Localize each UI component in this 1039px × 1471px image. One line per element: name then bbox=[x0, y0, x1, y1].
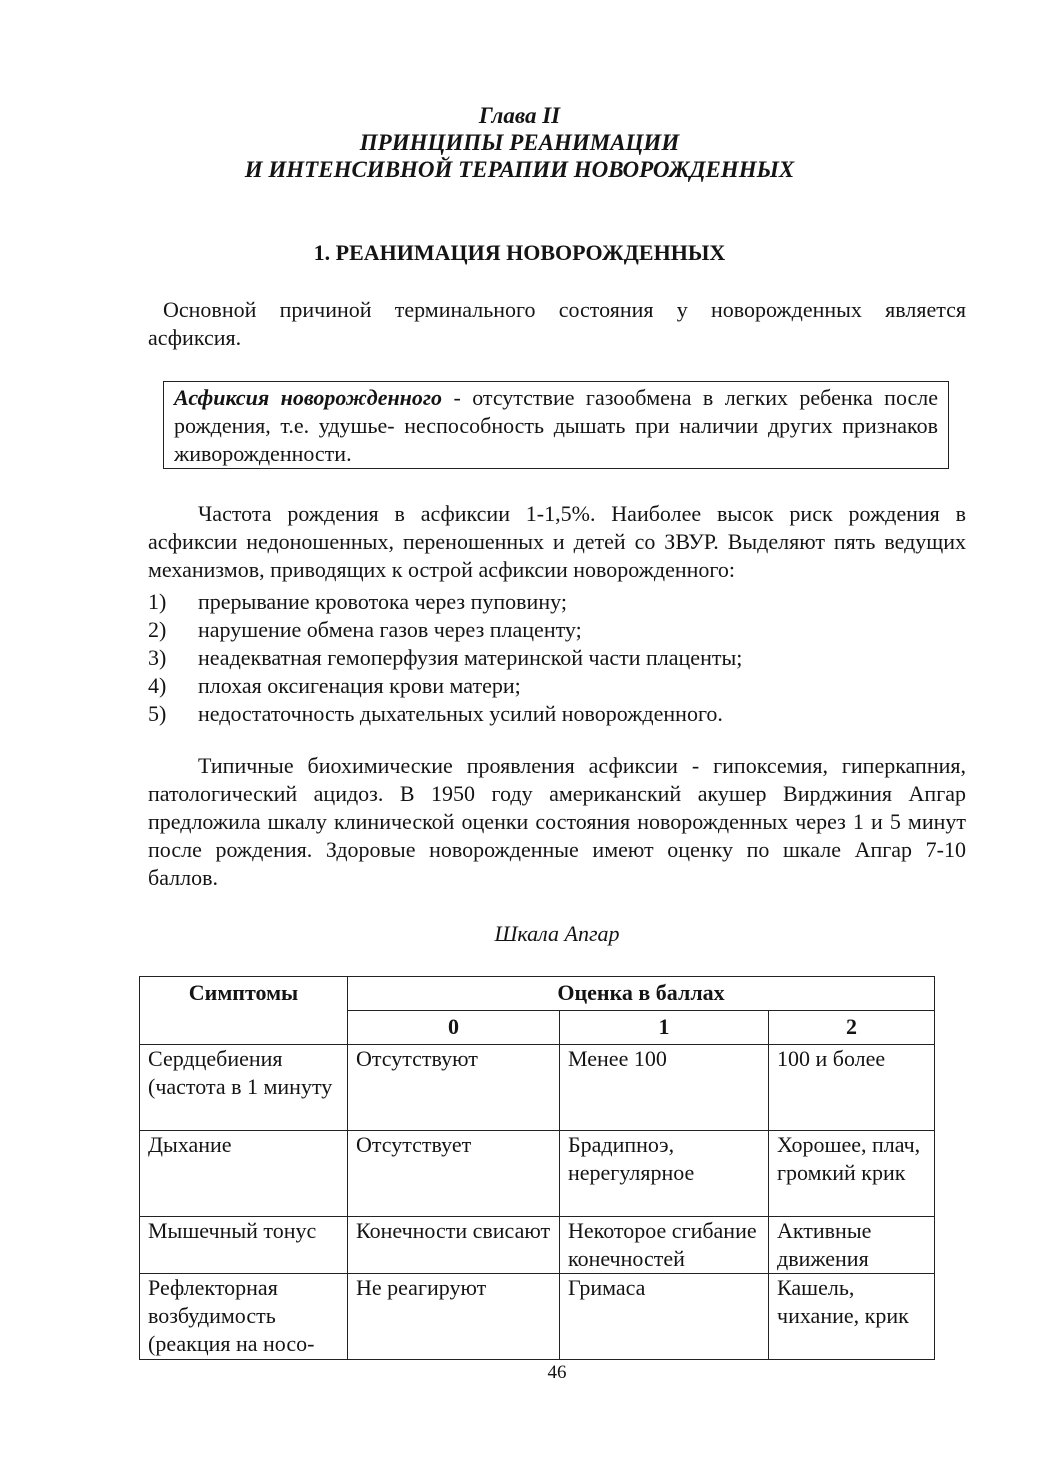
score2-cell: Активные движения bbox=[769, 1217, 935, 1274]
symptom-cell: Рефлекторная возбудимость (реакция на носо- bbox=[140, 1274, 348, 1360]
paragraph-frequency: Частота рождения в асфиксии 1-1,5%. Наиболее высок риск рождения в асфиксии недоношенных, переношенных и детей со ЗВУР. Выделяют пять ведущих механизмов, приводящих к острой асфиксии новорожденного: bbox=[148, 501, 966, 582]
score0-cell: Конечности свисают bbox=[348, 1217, 560, 1274]
score1-cell: Гримаса bbox=[560, 1274, 769, 1360]
section-title: 1. РЕАНИМАЦИЯ НОВОРОЖДЕННЫХ bbox=[313, 240, 726, 265]
list-text: плохая оксигенация крови матери; bbox=[198, 673, 521, 698]
chapter-title-line2: И ИНТЕНСИВНОЙ ТЕРАПИИ НОВОРОЖДЕННЫХ bbox=[244, 157, 795, 182]
list-number: 5) bbox=[148, 701, 167, 726]
list-number: 1) bbox=[148, 589, 167, 614]
intro-line2: асфиксия. bbox=[148, 325, 242, 350]
score0-cell: Не реагируют bbox=[348, 1274, 560, 1360]
list-item bbox=[148, 672, 968, 700]
table-row bbox=[140, 1045, 935, 1131]
score2-cell: Хорошее, плач, громкий крик bbox=[769, 1131, 935, 1217]
score2-cell: Кашель, чихание, крик bbox=[769, 1274, 935, 1360]
table-caption: Шкала Апгар bbox=[494, 921, 620, 946]
list-number: 2) bbox=[148, 617, 167, 642]
score2-cell: 100 и более bbox=[769, 1045, 935, 1131]
list-item bbox=[148, 700, 968, 728]
paragraph-biochemistry: Типичные биохимические проявления асфиксии - гипоксемия, гиперкапния, патологический ацидоз. В 1950 году американский акушер Вирджиния Апгар предложила шкалу клинической оценки состояния новорожденных через 1 и 5 минут после рождения. Здоровые новорожденные имеют оценку по шкале Апгар 7-10 баллов. bbox=[148, 753, 966, 890]
symptom-cell: Мышечный тонус bbox=[140, 1217, 348, 1274]
list-item bbox=[148, 644, 968, 672]
chapter-number: Глава II bbox=[478, 103, 561, 128]
table-row bbox=[140, 1274, 935, 1360]
score1-cell: Брадипноэ, нерегулярное bbox=[560, 1131, 769, 1217]
definition-box bbox=[163, 381, 949, 469]
intro-line1: Основной причиной терминального состояния у новорожденных является bbox=[163, 297, 966, 322]
definition-text: - отсутствие газообмена в легких ребенка после рождения, т.е. удушье- неспособность дышать при наличии других признаков живорожденности. bbox=[174, 385, 938, 466]
symptom-cell: Дыхание bbox=[140, 1131, 348, 1217]
score-1: 1 bbox=[560, 1011, 769, 1045]
score1-cell: Некоторое сгибание конечностей bbox=[560, 1217, 769, 1274]
score0-cell: Отсутствуют bbox=[348, 1045, 560, 1131]
score-0: 0 bbox=[348, 1011, 560, 1045]
list-text: нарушение обмена газов через плаценту; bbox=[198, 617, 582, 642]
list-item bbox=[148, 616, 968, 644]
list-text: неадекватная гемоперфузия материнской части плаценты; bbox=[198, 645, 743, 670]
list-text: недостаточность дыхательных усилий новорожденного. bbox=[198, 701, 723, 726]
header-symptoms: Симптомы bbox=[140, 977, 348, 1045]
list-text: прерывание кровотока через пуповину; bbox=[198, 589, 567, 614]
apgar-table bbox=[139, 976, 935, 1360]
header-score: Оценка в баллах bbox=[348, 977, 935, 1011]
list-number: 3) bbox=[148, 645, 167, 670]
definition-term: Асфиксия новорожденного bbox=[174, 385, 443, 410]
table-row bbox=[140, 1217, 935, 1274]
list-item bbox=[148, 588, 968, 616]
score-2: 2 bbox=[769, 1011, 935, 1045]
list-number: 4) bbox=[148, 673, 167, 698]
score0-cell: Отсутствует bbox=[348, 1131, 560, 1217]
mechanism-list bbox=[148, 588, 968, 728]
table-header-row bbox=[140, 977, 935, 1011]
score1-cell: Менее 100 bbox=[560, 1045, 769, 1131]
chapter-title-line1: ПРИНЦИПЫ РЕАНИМАЦИИ bbox=[359, 130, 680, 155]
symptom-cell: Сердцебиения (частота в 1 минуту bbox=[140, 1045, 348, 1131]
page-number: 46 bbox=[547, 1362, 567, 1383]
table-row bbox=[140, 1131, 935, 1217]
